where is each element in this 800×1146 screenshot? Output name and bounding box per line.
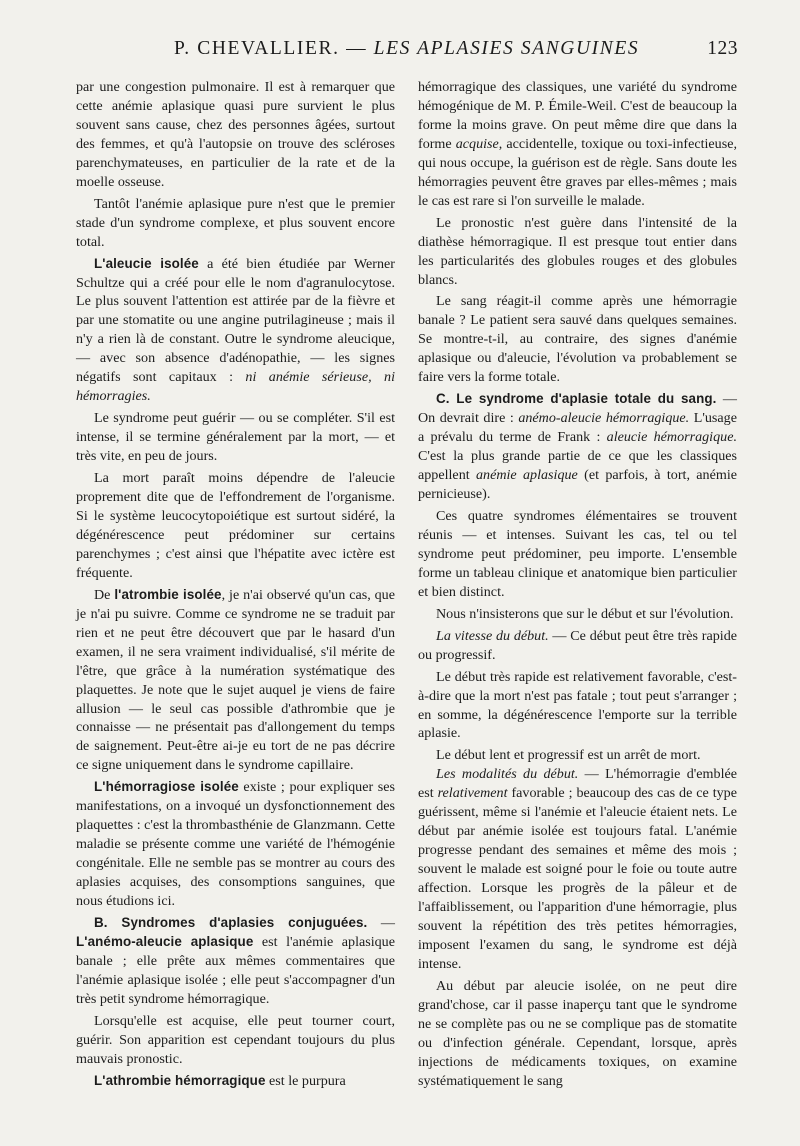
- paragraph: [418, 605, 737, 624]
- text-run: Le sang réagit-il comme après une hémorragie banale ? Le patient sera sauvé dans quelques semaines. Se montre-t-il, au contraire, des signes d'anémie aplasique ou d'aleucie, l'évolution va probablement se faire vers la forme totale.: [418, 293, 737, 386]
- paragraph: [418, 765, 737, 973]
- text-run: Nous n'insisterons que sur le début et sur l'évolution.: [436, 605, 734, 622]
- text-run: — L'hémorragie d'emblée est: [418, 766, 737, 802]
- page-number: 123: [707, 38, 738, 59]
- paragraph: [418, 668, 737, 744]
- text-run: Lorsqu'elle est acquise, elle peut tourner court, guérir. Son apparition est cependant toujours du plus mauvais pronostic.: [76, 1012, 395, 1067]
- text-run: , je n'ai observé qu'un cas, que je n'ai pu suivre. Comme ce syndrome ne se traduit par rien et ne peut être découvert que par le hasard d'un examen, il ne sera vraiment individualisé, s'il mérite de l'être, que grâce à la numération systématique des plaquettes. Je note que le sujet auquel je viens de faire allusion — le seul cas possible d'athrombie que je connaisse — ne présentait pas d'allongement du temps de saignement. Peut-être ai-je eu tort de ne pas décrire ce signe uniquement dans le syndrome capillaire.: [76, 586, 395, 774]
- text-run: a été bien étudiée par Werner Schultze qui a créé pour elle le nom d'agranulocytose. Le plus souvent l'attention est attirée par de la fièvre et par une stomatite ou une angine putrilagineuse ; mais il n'y a rien là de constant. Outre le syndrome aleucique, — avec son absence d'adénopathie, — les signes négatifs sont capitaux :: [76, 255, 395, 386]
- paragraph: [418, 507, 737, 602]
- paragraph: [76, 586, 395, 776]
- text-run: , accidentelle, toxique ou toxi-infectieuse, qui nous occupe, la guérison est de règle. Sans doute les hémorragies peuvent être graves par elles-mêmes ; mais le cas est rare si l'on surveille le malade.: [418, 135, 737, 209]
- author-name: P. CHEVALLIER.: [174, 38, 340, 59]
- italic-text: La vitesse du début.: [436, 627, 549, 644]
- paragraph: [76, 195, 395, 252]
- text-run: Le syndrome peut guérir — ou se compléter. S'il est intense, il se termine généralement par la mort, — et très vite, en peu de jours.: [76, 410, 395, 465]
- paragraph: [76, 78, 395, 192]
- bold-heading: l'atrombie isolée: [114, 586, 222, 602]
- running-title: [174, 38, 639, 60]
- paragraph: [76, 255, 395, 407]
- paragraph: [418, 977, 737, 1091]
- italic-text: acquise: [455, 135, 499, 152]
- bold-heading: C. Le syndrome d'aplasie totale du sang.: [436, 391, 717, 407]
- text-run: — Ce début peut être très rapide ou progressif.: [418, 627, 737, 663]
- italic-text: aleucie hémorragique.: [606, 429, 737, 446]
- text-run: Le début très rapide est relativement favorable, c'est-à-dire que la mort n'est pas fatale ; tout peut s'arranger ; en somme, la dégénérescence l'emporte sur la terrible aplasie.: [418, 668, 737, 742]
- text-run: L'usage a prévalu du terme de Frank :: [418, 410, 737, 446]
- right-column: [418, 78, 737, 1091]
- text-run: est le purpura: [265, 1072, 346, 1089]
- paragraph: [76, 409, 395, 466]
- italic-text: anémo-aleucie hémorragique.: [518, 410, 690, 427]
- italic-text: Les modalités du début.: [436, 766, 579, 783]
- text-run: favorable ; beaucoup des cas de ce type guérissent, même si l'anémie et l'aleucie étaient nets. Le début par anémie isolée est toujours fatal. L'anémie progresse pendant des semaines et même des mois ; souvent le malade est soigné pour le foie ou toute autre affection. Lorsque les progrès de la pâleur et de l'affaiblissement, ou l'apparition d'une hémorragie, plus souvent la répétition des très petites hémorragies, imposent l'examen du sang, le syndrome est déjà intense.: [418, 785, 737, 972]
- paragraph: [76, 1072, 395, 1091]
- italic-text: anémie aplasique: [475, 467, 578, 484]
- text-run: — On devrait dire :: [418, 391, 738, 427]
- text-run: existe ; pour expliquer ses manifestations, on a invoqué un dysfonctionnement des plaquettes : c'est la thrombasthénie de Glanzmann. Cette maladie se présente comme une variété de l'hémogénie congénitale. Elle ne semble pas se montrer au cours des aplasies acquises, des consomptions sanguines, que nous étudions ici.: [76, 779, 395, 910]
- text-run: La mort paraît moins dépendre de l'aleucie proprement dite que de l'effondrement de l'organisme. Si le système leucocytopoiétique est surtout sidéré, la dégénérescence peut prédominer sur certains parenchymes ; c'est ainsi que l'hépatite avec ictère est fréquente.: [76, 470, 395, 581]
- bold-heading: B. Syndromes d'aplasies conjuguées.: [94, 914, 368, 930]
- paragraph: [418, 78, 737, 211]
- text-run: est l'anémie aplasique banale ; elle prête aux mêmes commentaires que l'anémie aplasique isolée ; elle peut s'accompagner d'un très petit syndrome hémorragique.: [76, 933, 395, 1007]
- text-run: hémorragique des classiques, une variété du syndrome hémogénique de M. P. Émile-Weil. C'est de beaucoup la forme la moins grave. On peut même dire que dans la forme: [418, 79, 737, 152]
- book-title: LES APLASIES SANGUINES: [373, 38, 640, 59]
- text-run: De: [94, 586, 115, 603]
- text-run: par une congestion pulmonaire. Il est à remarquer que cette anémie aplasique quasi pure survient le plus souvent sans cause, chez des personnes âgées, surtout des femmes, et qu'à l'autopsie on trouve des scléroses parenchymateuses, en particulier de la rate et de la moelle osseuse.: [76, 79, 395, 190]
- paragraph: [418, 627, 737, 665]
- text-run: (et parfois, à tort, anémie pernicieuse).: [418, 467, 737, 503]
- paragraph: [76, 469, 395, 583]
- bold-heading: L'aleucie isolée: [94, 255, 199, 271]
- bold-heading: L'hémorragiose isolée: [94, 779, 239, 795]
- running-head: [76, 38, 738, 68]
- text-run: Ces quatre syndromes élémentaires se trouvent réunis — et intenses. Suivant les cas, tel ou tel syndrome peut prédominer, peu importe. L'ensemble forme un tableau clinique et anatomique bien particulier et bien distinct.: [418, 507, 737, 600]
- paragraph: [418, 292, 737, 387]
- left-column: [76, 78, 395, 1091]
- paragraph: [418, 390, 737, 504]
- bold-heading: L'anémo-aleucie aplasique: [76, 933, 254, 949]
- paragraph: [418, 214, 737, 290]
- italic-text: relativement: [437, 785, 508, 802]
- bold-heading: L'athrombie hémorragique: [94, 1072, 266, 1088]
- italic-text: ni anémie sérieuse, ni hémorragies.: [76, 369, 395, 405]
- text-run: Le début lent et progressif est un arrêt de mort.: [436, 747, 701, 764]
- paragraph: [76, 914, 395, 1009]
- paragraph: [76, 1012, 395, 1069]
- paragraph: [418, 746, 737, 765]
- paragraph: [76, 778, 395, 911]
- title-dash: —: [339, 38, 374, 59]
- text-run: Tantôt l'anémie aplasique pure n'est que le premier stade d'un syndrome complexe, et plus souvent encore total.: [76, 195, 395, 250]
- text-run: —: [367, 914, 396, 931]
- text-run: C'est la plus grande partie de ce que les classiques appellent: [418, 448, 737, 484]
- text-run: Au début par aleucie isolée, on ne peut dire grand'chose, car il passe inaperçu tant que le syndrome ne se complète pas ou ne se complique pas de stomatite ou d'infection générale. Cependant, lorsque, après injections de médicaments toxiques, on examine systématiquement le sang: [418, 977, 737, 1089]
- text-run: Le pronostic n'est guère dans l'intensité de la diathèse hémorragique. Il est presque tout entier dans les particularités des globules rouges et des globules blancs.: [418, 214, 737, 288]
